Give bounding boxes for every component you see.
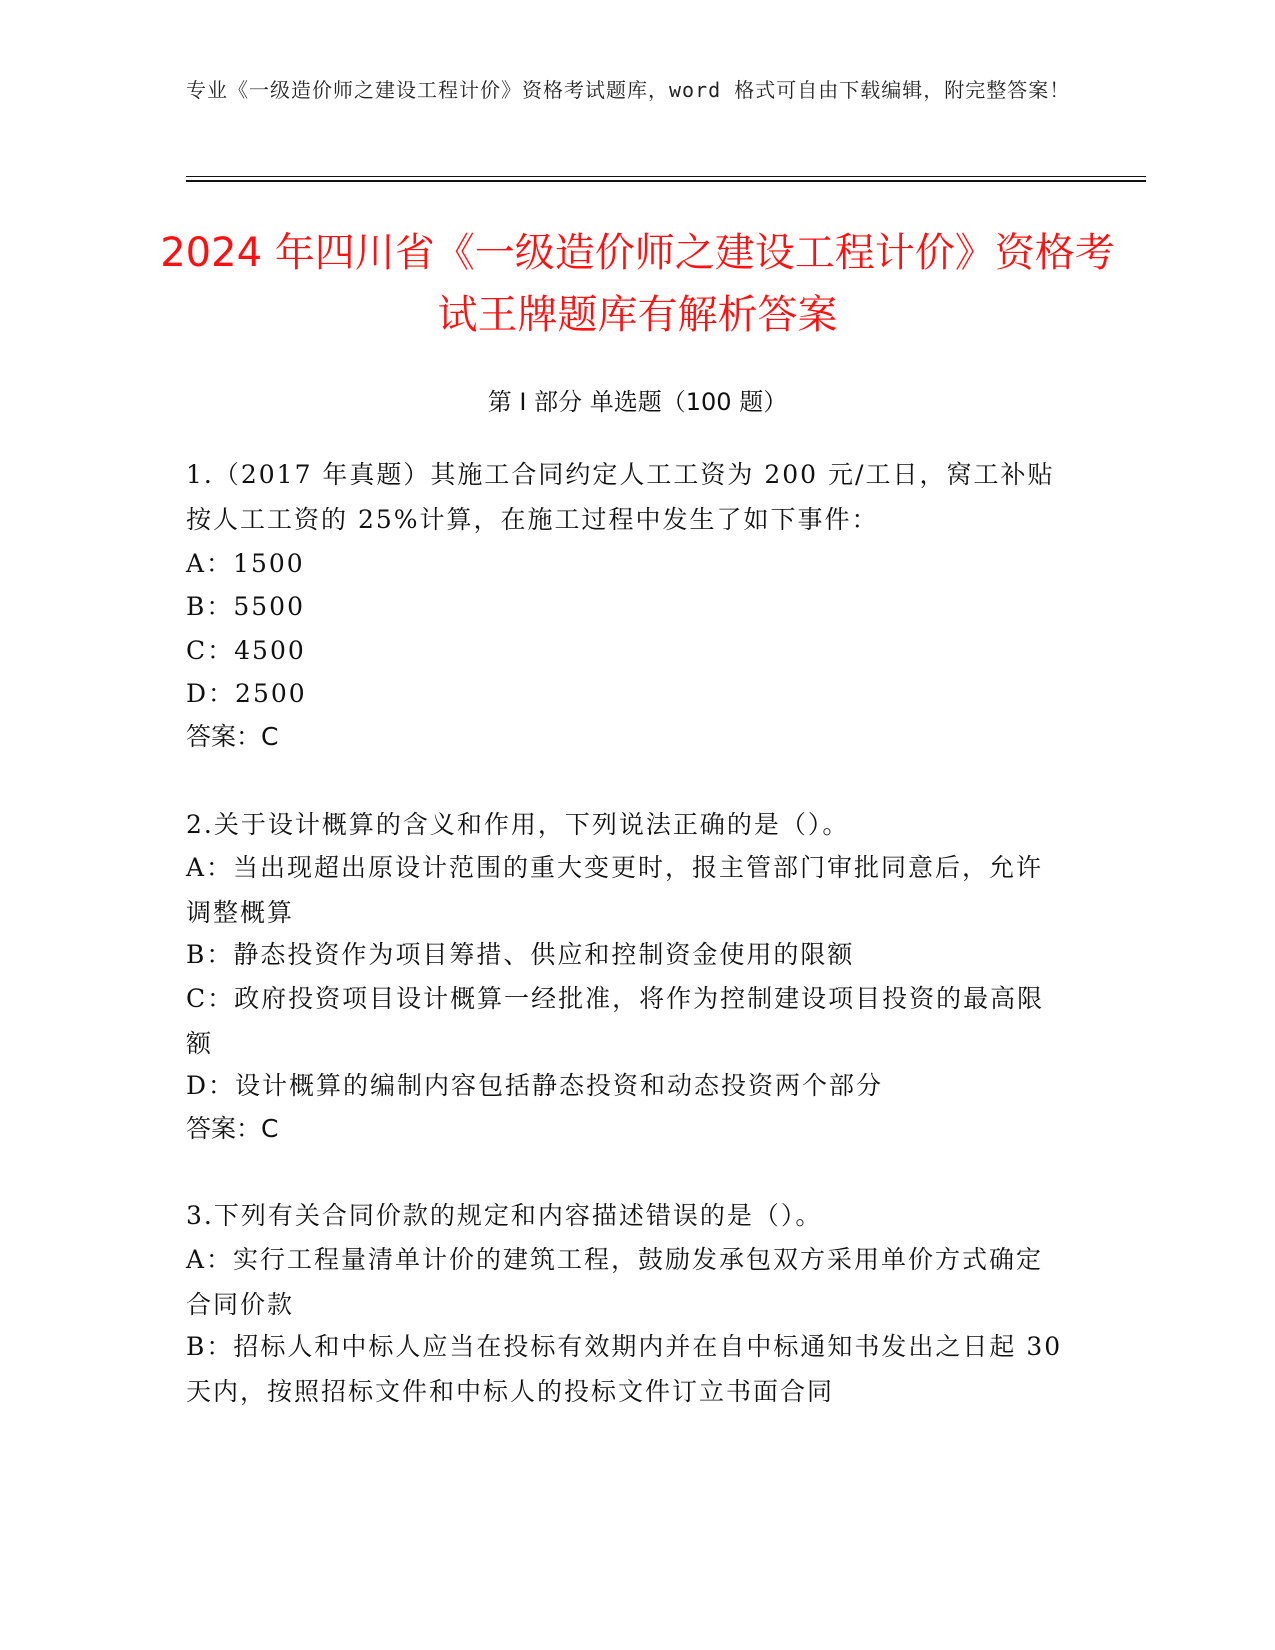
question-2-option-a: A：当出现超出原设计范围的重大变更时，报主管部门审批同意后，允许调整概算 bbox=[186, 853, 1044, 927]
question-2-option-b: B：静态投资作为项目筹措、供应和控制资金使用的限额 bbox=[186, 940, 855, 969]
question-3-option-a: A：实行工程量清单计价的建筑工程，鼓励发承包双方采用单价方式确定合同价款 bbox=[186, 1245, 1044, 1319]
header-divider-thick bbox=[186, 180, 1146, 182]
question-2-stem: 2.关于设计概算的含义和作用，下列说法正确的是（）。 bbox=[186, 810, 850, 839]
question-1-option-b: B：5500 bbox=[186, 592, 305, 621]
question-2-option-c: C：政府投资项目设计概算一经批准，将作为控制建设项目投资的最高限额 bbox=[186, 984, 1045, 1058]
header-divider-thin bbox=[186, 176, 1146, 177]
question-2-option-d: D：设计概算的编制内容包括静态投资和动态投资两个部分 bbox=[186, 1071, 884, 1100]
question-1-answer: 答案：C bbox=[186, 722, 279, 751]
section-title: 第 I 部分 单选题（100 题） bbox=[487, 388, 788, 416]
question-2-answer: 答案：C bbox=[186, 1114, 279, 1143]
document-title: 2024 年四川省《一级造价师之建设工程计价》资格考试王牌题库有解析答案 bbox=[160, 230, 1115, 338]
question-1-option-a: A：1500 bbox=[186, 549, 305, 578]
header-note: 专业《一级造价师之建设工程计价》资格考试题库，word 格式可自由下载编辑，附完整答案！ bbox=[186, 78, 1071, 102]
question-1-option-d: D：2500 bbox=[186, 679, 307, 708]
question-1-option-c: C：4500 bbox=[186, 636, 306, 665]
question-3-option-b: B：招标人和中标人应当在投标有效期内并在自中标通知书发出之日起 30 天内，按照招标文件和中标人的投标文件订立书面合同 bbox=[186, 1332, 1063, 1406]
question-1-stem: 1.（2017 年真题）其施工合同约定人工工资为 200 元/工日，窝工补贴按人工工资的 25%计算，在施工过程中发生了如下事件： bbox=[186, 460, 1055, 534]
question-3-stem: 3.下列有关合同价款的规定和内容描述错误的是（）。 bbox=[186, 1201, 823, 1230]
